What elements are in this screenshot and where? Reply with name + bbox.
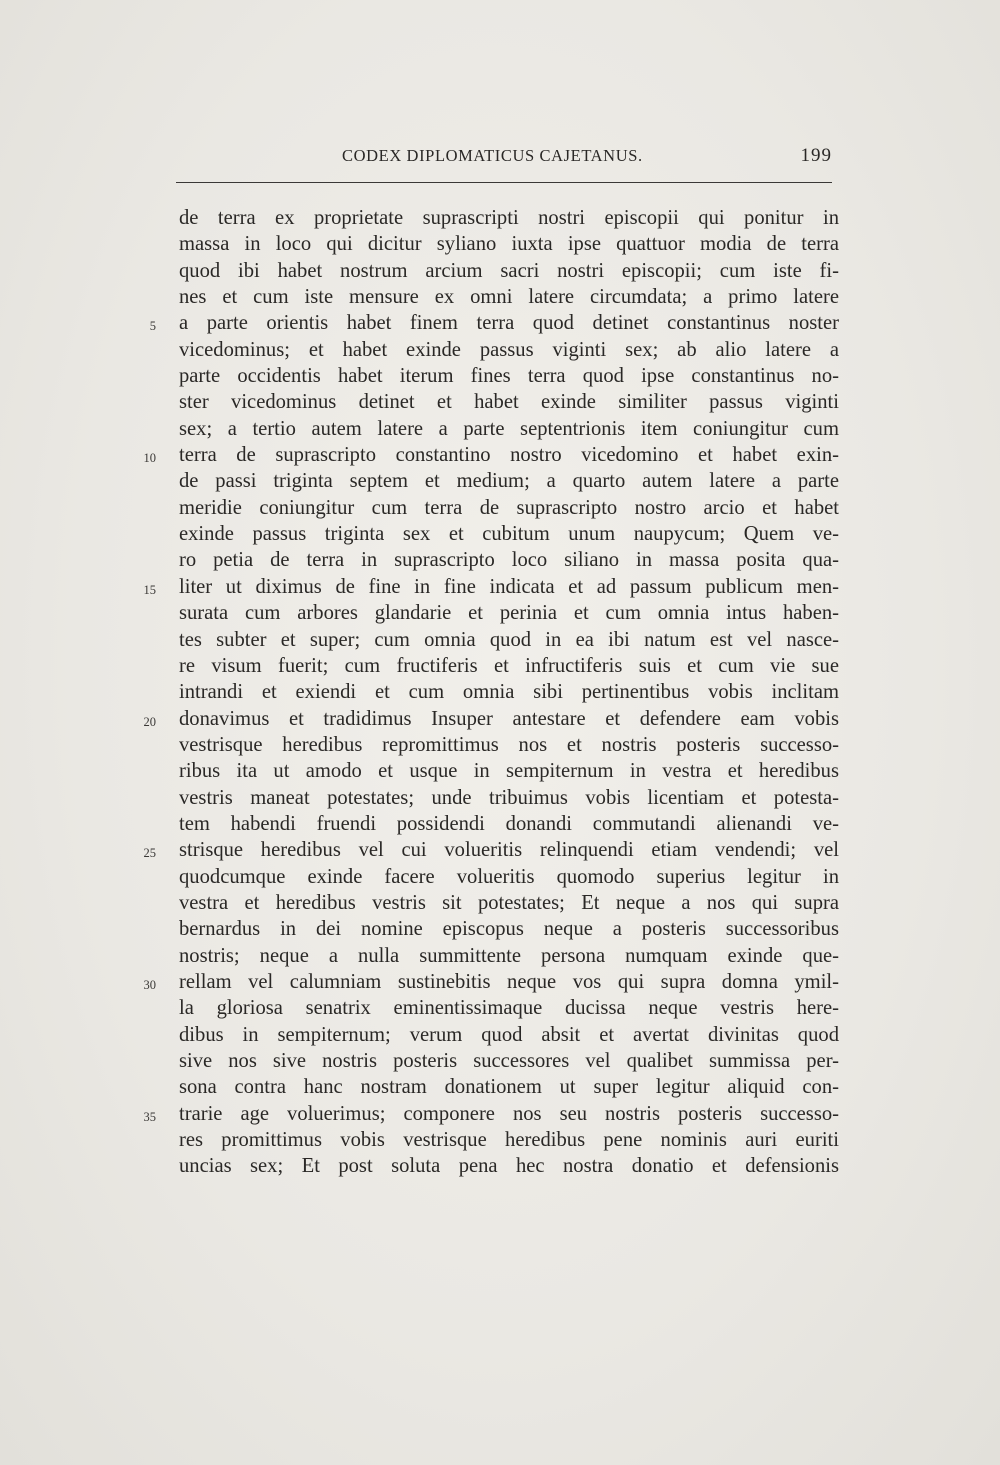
text-line [0, 600, 1000, 626]
text-line [0, 547, 1000, 573]
line-text: bernardus in dei nomine episcopus neque a posteris successoribus [179, 918, 839, 941]
text-line [0, 468, 1000, 494]
line-text: exinde passus triginta sex et cubitum unum naupycum; Quem ve- [179, 523, 839, 546]
text-line [0, 732, 1000, 758]
text-line [0, 1074, 1000, 1100]
text-line [0, 337, 1000, 363]
line-text: tem habendi fruendi possidendi donandi commutandi alienandi ve- [179, 812, 839, 835]
page-header [176, 146, 832, 172]
line-text: terra de suprascripto constantino nostro vicedomino et habet exin- [179, 444, 839, 467]
line-number: 10 [143, 451, 156, 466]
text-line [0, 1153, 1000, 1179]
text-line [0, 943, 1000, 969]
text-line [0, 653, 1000, 679]
line-text: strisque heredibus vel cui volueritis relinquendi etiam vendendi; vel [179, 839, 839, 862]
body-text [0, 205, 1000, 1180]
text-line [0, 1127, 1000, 1153]
text-line [0, 679, 1000, 705]
page-number: 199 [800, 145, 832, 166]
line-text: a parte orientis habet finem terra quod detinet constantinus noster [179, 312, 839, 335]
text-line [0, 890, 1000, 916]
line-text: sive nos sive nostris posteris successores vel qualibet summissa per- [179, 1050, 839, 1072]
line-text: parte occidentis habet iterum fines terra quod ipse constantinus no- [179, 365, 839, 388]
line-number: 15 [143, 582, 156, 597]
text-line [0, 258, 1000, 284]
text-line [0, 969, 1000, 995]
line-text: quodcumque exinde facere volueritis quomodo superius legitur in [179, 865, 839, 888]
text-line [0, 864, 1000, 890]
line-text: vestrisque heredibus repromittimus nos et nostris posteris successo- [179, 733, 839, 756]
line-text: liter ut diximus de fine in fine indicata et ad passum publicum men- [179, 575, 839, 598]
line-text: donavimus et tradidimus Insuper antestare et defendere eam vobis [179, 707, 839, 730]
line-text: vicedominus; et habet exinde passus viginti sex; ab alio latere a [179, 338, 839, 361]
line-number: 20 [143, 714, 156, 729]
text-line [0, 758, 1000, 784]
line-text: vestris maneat potestates; unde tribuimus vobis licentiam et potesta- [179, 786, 839, 809]
line-text: ribus ita ut amodo et usque in sempiternum in vestra et heredibus [179, 760, 839, 783]
text-line [0, 574, 1000, 600]
text-line [0, 205, 1000, 231]
text-line [0, 706, 1000, 732]
text-line [0, 521, 1000, 547]
text-line [0, 442, 1000, 468]
line-text: nes et cum iste mensure ex omni latere circumdata; a primo latere [179, 286, 839, 309]
line-text: intrandi et exiendi et cum omnia sibi pertinentibus vobis inclitam [179, 681, 839, 704]
line-text: re visum fuerit; cum fructiferis et infructiferis suis et cum vie sue [179, 654, 839, 677]
text-line [0, 916, 1000, 942]
line-text: tes subter et super; cum omnia quod in ea ibi natum est vel nasce- [179, 628, 839, 651]
text-line [0, 995, 1000, 1021]
text-line [0, 837, 1000, 863]
line-number: 35 [143, 1109, 156, 1124]
line-text: quod ibi habet nostrum arcium sacri nostri episcopii; cum iste fi- [179, 259, 839, 282]
text-line [0, 785, 1000, 811]
text-line [0, 495, 1000, 521]
line-text: la gloriosa senatrix eminentissimaque ducissa neque vestris here- [179, 997, 839, 1020]
text-line [0, 389, 1000, 415]
text-line [0, 1022, 1000, 1048]
line-text: uncias sex; Et post soluta pena hec nostra donatio et defensionis [179, 1155, 839, 1178]
line-text: massa in loco qui dicitur syliano iuxta ipse quattuor modia de terra [179, 233, 839, 256]
text-line [0, 416, 1000, 442]
text-line [0, 1101, 1000, 1127]
line-text: meridie coniungitur cum terra de suprascripto nostro arcio et habet [179, 496, 839, 519]
line-text: ro petia de terra in suprascripto loco siliano in massa posita qua- [179, 549, 839, 572]
text-line [0, 1048, 1000, 1074]
line-text: surata cum arbores glandarie et perinia et cum omnia intus haben- [179, 602, 839, 625]
line-text: de passi triginta septem et medium; a quarto autem latere a parte [179, 470, 839, 493]
line-number: 25 [143, 846, 156, 861]
text-line [0, 231, 1000, 257]
text-line [0, 811, 1000, 837]
line-number: 5 [149, 319, 156, 334]
line-text: dibus in sempiternum; verum quod absit et avertat divinitas quod [179, 1023, 839, 1046]
line-text: sex; a tertio autem latere a parte septentrionis item coniungitur cum [179, 417, 839, 440]
text-line [0, 310, 1000, 336]
text-line [0, 284, 1000, 310]
line-text: vestra et heredibus vestris sit potestates; Et neque a nos qui supra [179, 891, 839, 914]
line-text: de terra ex proprietate suprascripti nostri episcopii qui ponitur in [179, 207, 839, 229]
line-text: nostris; neque a nulla summittente persona numquam exinde que- [179, 944, 839, 967]
line-number: 30 [143, 977, 156, 992]
text-line [0, 363, 1000, 389]
line-text: sona contra hanc nostram donationem ut super legitur aliquid con- [179, 1076, 839, 1099]
running-title: CODEX DIPLOMATICUS CAJETANUS. [342, 146, 643, 165]
line-text: trarie age voluerimus; componere nos seu nostris posteris successo- [179, 1102, 839, 1125]
header-rule [176, 182, 832, 183]
line-text: rellam vel calumniam sustinebitis neque vos qui supra domna ymil- [179, 970, 839, 993]
line-text: res promittimus vobis vestrisque heredibus pene nominis auri euriti [179, 1129, 839, 1152]
text-line [0, 627, 1000, 653]
line-text: ster vicedominus detinet et habet exinde similiter passus viginti [179, 391, 839, 414]
